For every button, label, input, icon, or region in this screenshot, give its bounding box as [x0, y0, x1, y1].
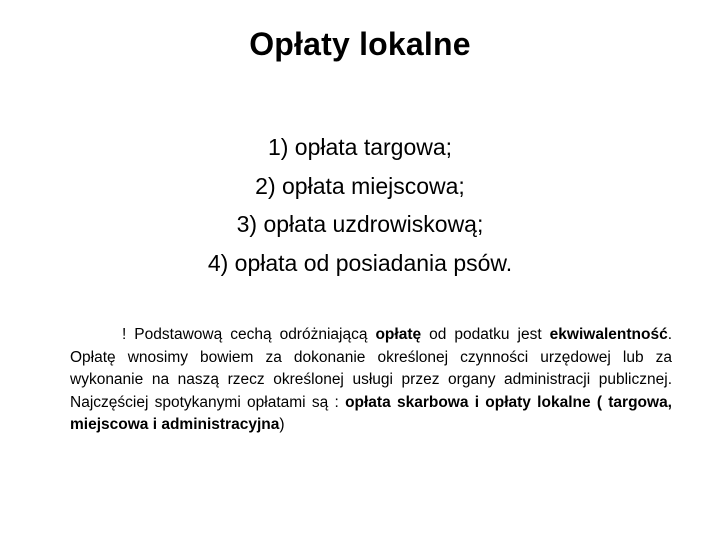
list-item: 4) opłata od posiadania psów.: [207, 249, 513, 276]
paragraph-text: od podatku jest: [421, 326, 550, 343]
fee-list: [0, 128, 720, 282]
list-item: 1) opłata targowa;: [267, 134, 453, 160]
paragraph-text: ): [279, 416, 285, 434]
list-item: 3) opłata uzdrowiskową;: [236, 211, 484, 237]
list-item: 2) opłata miejscowa;: [255, 172, 465, 199]
paragraph-bold-term: ekwiwalentność: [549, 326, 668, 343]
paragraph-bold-term: opłata skarbowa i opłaty lokalne ( targowa, miejscowa i administracyjna: [70, 393, 672, 434]
paragraph-text: ! Podstawową cechą odróżniającą: [122, 326, 376, 343]
paragraph-bold-term: opłatę: [375, 326, 422, 343]
description-paragraph: [70, 324, 672, 437]
slide-title: Opłaty lokalne: [249, 26, 471, 62]
paragraph-text: . Opłatę wnosimy bowiem za dokonanie określonej czynności urzędowej lub za wykonanie na naszą rzecz określonej usługi przez organy administracji publicznej. Najczęściej spotykanymi opłatami są :: [70, 326, 672, 411]
